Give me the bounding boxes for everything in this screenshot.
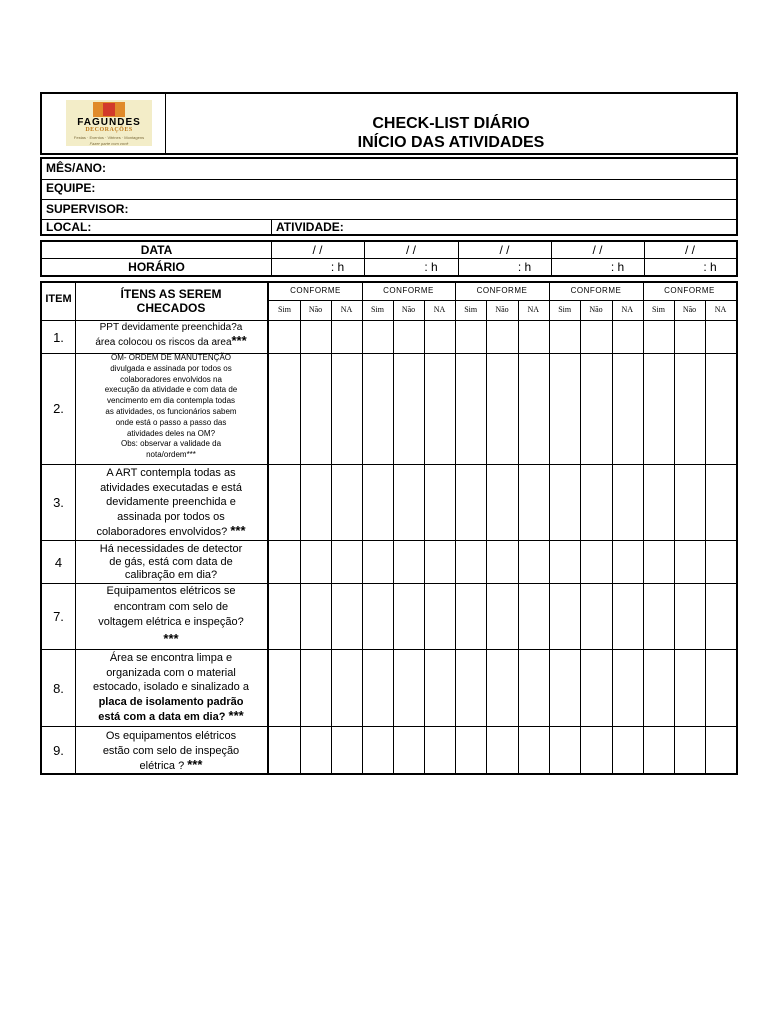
check-cell-item5-day2-na[interactable] — [425, 584, 454, 648]
check-cell-item4-day1-na[interactable] — [332, 541, 361, 582]
item-2-line9: Obs: observar a validade da — [120, 439, 222, 449]
na-header-4: NA — [621, 305, 634, 314]
item-text-5 — [75, 584, 267, 648]
check-cell-item7-day3-na[interactable] — [519, 727, 548, 772]
check-cell-item7-day4-nao[interactable] — [581, 727, 610, 772]
mes-ano-row[interactable] — [42, 159, 736, 180]
check-cell-item7-day5-nao[interactable] — [675, 727, 704, 772]
itens-header — [75, 287, 267, 315]
check-cell-item2-day1-sim[interactable] — [270, 354, 299, 463]
item-7-line3: elétrica ? — [139, 760, 185, 772]
item-6-line2: organizada com o material — [106, 666, 236, 679]
item-4-line2: de gás, está com data de — [109, 556, 233, 568]
atividade-label: ATIVIDADE: — [276, 220, 344, 234]
check-cell-item7-day2-nao[interactable] — [394, 727, 423, 772]
check-cell-item1-day4-sim[interactable] — [550, 321, 579, 352]
item-3-line5: colaboradores envolvidos? — [96, 526, 228, 538]
itens-header-line2: CHECADOS — [136, 301, 206, 315]
check-cell-item6-day1-nao[interactable] — [301, 650, 330, 725]
item-4-line1: Há necessidades de detector — [99, 543, 243, 555]
title-cell — [166, 94, 736, 153]
nao-header-2: Não — [401, 305, 416, 314]
itens-header-line1: ÍTENS AS SEREM — [120, 287, 222, 301]
item-7-line1: Os equipamentos elétricos — [105, 730, 237, 742]
item-number-3: 3. — [53, 495, 64, 510]
item-4-line3: calibração em dia? — [124, 569, 218, 581]
item-number-5: 7. — [53, 609, 64, 624]
check-cell-item2-day3-sim[interactable] — [456, 354, 485, 463]
item-number-2: 2. — [53, 401, 64, 416]
item-2-line2: divulgada e assinada por todos os — [110, 363, 232, 373]
nao-header-4: Não — [589, 305, 603, 314]
sim-header-5: Sim — [652, 305, 665, 314]
item-3-stars: *** — [230, 523, 246, 538]
check-cell-item2-day4-sim[interactable] — [550, 354, 579, 463]
item-number-6: 8. — [53, 681, 64, 696]
nao-header-3: Não — [495, 305, 509, 314]
conforme-header-1: CONFORME — [290, 286, 341, 295]
check-cell-item3-day3-sim[interactable] — [456, 465, 485, 539]
date-field-5[interactable]: / / — [684, 243, 695, 257]
time-field-2[interactable]: : h — [424, 260, 438, 274]
date-field-3[interactable]: / / — [499, 243, 510, 257]
check-cell-item7-day5-na[interactable] — [706, 727, 735, 772]
item-2-line10: nota/ordem*** — [146, 450, 196, 460]
check-cell-item4-day2-na[interactable] — [425, 541, 454, 582]
check-cell-item6-day2-sim[interactable] — [363, 650, 392, 725]
check-cell-item6-day5-na[interactable] — [706, 650, 735, 725]
check-cell-item6-day5-sim[interactable] — [644, 650, 673, 725]
check-cell-item5-day2-sim[interactable] — [363, 584, 392, 648]
check-cell-item2-day1-na[interactable] — [332, 354, 361, 463]
item-text-1 — [75, 321, 267, 349]
form-header — [40, 92, 738, 155]
check-cell-item3-day5-nao[interactable] — [675, 465, 704, 539]
time-field-1[interactable]: : h — [330, 260, 345, 274]
check-cell-item7-day1-na[interactable] — [332, 727, 361, 772]
check-cell-item2-day1-nao[interactable] — [301, 354, 330, 463]
company-logo — [66, 100, 152, 146]
item-5-stars: *** — [163, 630, 179, 646]
check-cell-item2-day3-na[interactable] — [519, 354, 548, 463]
check-cell-item4-day3-na[interactable] — [519, 541, 548, 582]
check-cell-item2-day5-sim[interactable] — [644, 354, 673, 463]
check-cell-item6-day3-nao[interactable] — [487, 650, 516, 725]
check-cell-item1-day3-na[interactable] — [519, 321, 548, 352]
check-cell-item7-day4-sim[interactable] — [550, 727, 579, 772]
item-3-line4: assinada por todos os — [117, 510, 225, 523]
item-2-line6: as atividades, os funcionários sabem — [105, 406, 237, 416]
check-cell-item3-day3-na[interactable] — [519, 465, 548, 539]
conforme-subline — [267, 300, 736, 301]
form-title: CHECK-LIST DIÁRIO — [372, 115, 530, 132]
item-text-4 — [75, 543, 267, 582]
check-cell-item7-day2-sim[interactable] — [363, 727, 392, 772]
check-cell-item2-day2-nao[interactable] — [394, 354, 423, 463]
equipe-label: EQUIPE: — [46, 181, 96, 195]
check-cell-item1-day5-na[interactable] — [706, 321, 735, 352]
check-cell-item2-day3-nao[interactable] — [487, 354, 516, 463]
item-text-6 — [75, 651, 267, 725]
logo-cell — [42, 94, 166, 153]
check-cell-item6-day4-sim[interactable] — [550, 650, 579, 725]
logo-tagline: Festas · Eventos · Vitrines · Montagens — [73, 135, 145, 140]
check-cell-item3-day2-nao[interactable] — [394, 465, 423, 539]
date-time-block — [40, 240, 738, 277]
conforme-header-3: CONFORME — [476, 286, 528, 295]
mes-ano-label: MÊS/ANO: — [46, 161, 106, 175]
item-6-line3: estocado, isolado e sinalizado a — [93, 681, 249, 693]
data-label: DATA — [140, 243, 173, 257]
check-cell-item2-day5-na[interactable] — [706, 354, 735, 463]
check-cell-item1-day4-na[interactable] — [613, 321, 642, 352]
checklist-table — [40, 281, 738, 775]
check-cell-item5-day2-nao[interactable] — [394, 584, 423, 648]
item-2-line3: colaboradores envolvidos na — [120, 374, 222, 384]
check-cell-item3-day4-na[interactable] — [613, 465, 642, 539]
date-field-2[interactable]: / / — [405, 243, 416, 257]
check-cell-item5-day1-na[interactable] — [332, 584, 361, 648]
check-cell-item4-day1-nao[interactable] — [301, 541, 330, 582]
check-cell-item2-day4-na[interactable] — [613, 354, 642, 463]
item-3-line2: atividades executadas e está — [100, 481, 242, 494]
supervisor-label: SUPERVISOR: — [46, 202, 129, 216]
check-cell-item1-day2-nao[interactable] — [394, 321, 423, 352]
nao-header-5: Não — [682, 305, 697, 314]
item-7-stars: *** — [187, 757, 203, 772]
check-cell-item7-day3-sim[interactable] — [456, 727, 485, 772]
time-field-4[interactable]: : h — [610, 260, 625, 274]
check-cell-item7-day1-nao[interactable] — [301, 727, 330, 772]
item-3-line3: devidamente preenchida e — [106, 496, 236, 508]
check-cell-item7-day1-sim[interactable] — [270, 727, 299, 772]
check-cell-item3-day4-nao[interactable] — [581, 465, 610, 539]
check-cell-item5-day1-sim[interactable] — [270, 584, 299, 648]
item-6-line5: está com a data em dia? — [98, 711, 226, 723]
sim-header-1: Sim — [278, 305, 291, 314]
item-2-line4: execução da atividade e com data de — [104, 385, 238, 395]
check-cell-item3-day1-sim[interactable] — [270, 465, 299, 539]
check-cell-item6-day2-nao[interactable] — [394, 650, 423, 725]
item-6-line1: Área se encontra limpa e — [109, 652, 233, 664]
item-5-line2: encontram com selo de — [113, 600, 229, 613]
check-cell-item5-day3-nao[interactable] — [487, 584, 516, 648]
item-2-line5: vencimento em dia contempla todas — [106, 396, 236, 406]
item-3-line1: A ART contempla todas as — [106, 467, 236, 479]
check-cell-item7-day5-sim[interactable] — [644, 727, 673, 772]
item-text-2 — [75, 353, 267, 461]
conforme-header-2: CONFORME — [383, 286, 434, 295]
item-6-stars: *** — [228, 708, 244, 723]
check-cell-item6-day1-sim[interactable] — [270, 650, 299, 725]
check-cell-item1-day2-sim[interactable] — [363, 321, 392, 352]
sim-header-4: Sim — [558, 305, 572, 314]
check-cell-item4-day1-sim[interactable] — [270, 541, 299, 582]
check-cell-item6-day2-na[interactable] — [425, 650, 454, 725]
check-cell-item7-day2-na[interactable] — [425, 727, 454, 772]
check-cell-item4-day5-nao[interactable] — [675, 541, 704, 582]
item-2-line1: OM- ORDEM DE MANUTENÇÃO — [111, 353, 231, 362]
check-cell-item1-day3-nao[interactable] — [487, 321, 516, 352]
na-header-1: NA — [340, 305, 353, 314]
check-cell-item4-day2-nao[interactable] — [394, 541, 423, 582]
item-1-line2: área colocou os riscos da area — [95, 337, 232, 348]
na-header-5: NA — [714, 305, 727, 314]
local-label: LOCAL: — [46, 220, 92, 234]
check-cell-item2-day2-sim[interactable] — [363, 354, 392, 463]
supervisor-row[interactable] — [42, 199, 736, 220]
check-cell-item6-day3-sim[interactable] — [456, 650, 485, 725]
check-cell-item4-day4-na[interactable] — [613, 541, 642, 582]
check-cell-item5-day5-na[interactable] — [706, 584, 735, 648]
item-header: ITEM — [45, 293, 72, 305]
check-cell-item6-day4-na[interactable] — [613, 650, 642, 725]
check-cell-item2-day4-nao[interactable] — [581, 354, 610, 463]
conforme-header-4: CONFORME — [570, 286, 622, 295]
nao-header-1: Não — [308, 305, 323, 314]
time-field-5[interactable]: : h — [703, 260, 717, 274]
check-cell-item5-day4-sim[interactable] — [550, 584, 579, 648]
check-cell-item3-day1-nao[interactable] — [301, 465, 330, 539]
info-block — [40, 157, 738, 236]
sim-header-3: Sim — [464, 305, 478, 314]
check-cell-item3-day5-sim[interactable] — [644, 465, 673, 539]
check-cell-item5-day3-sim[interactable] — [456, 584, 485, 648]
check-cell-item4-day3-nao[interactable] — [487, 541, 516, 582]
form-subtitle: INÍCIO DAS ATIVIDADES — [357, 134, 545, 151]
check-cell-item3-day3-nao[interactable] — [487, 465, 516, 539]
item-6-line4: placa de isolamento padrão — [98, 695, 244, 708]
check-cell-item5-day4-nao[interactable] — [581, 584, 610, 648]
date-field-4[interactable]: / / — [592, 243, 603, 257]
check-cell-item4-day4-nao[interactable] — [581, 541, 610, 582]
check-cell-item4-day5-sim[interactable] — [644, 541, 673, 582]
check-cell-item7-day4-na[interactable] — [613, 727, 642, 772]
check-cell-item6-day1-na[interactable] — [332, 650, 361, 725]
check-cell-item2-day2-na[interactable] — [425, 354, 454, 463]
check-cell-item1-day5-nao[interactable] — [675, 321, 704, 352]
check-cell-item3-day1-na[interactable] — [332, 465, 361, 539]
equipe-row[interactable] — [42, 179, 736, 200]
check-cell-item5-day5-nao[interactable] — [675, 584, 704, 648]
item-text-3 — [75, 466, 267, 540]
check-cell-item1-day3-sim[interactable] — [456, 321, 485, 352]
local-atividade-row[interactable] — [42, 219, 736, 234]
item-1-stars: *** — [231, 333, 247, 348]
check-cell-item1-day4-nao[interactable] — [581, 321, 610, 352]
horario-label: HORÁRIO — [128, 260, 185, 274]
check-cell-item4-day5-na[interactable] — [706, 541, 735, 582]
check-cell-item6-day3-na[interactable] — [519, 650, 548, 725]
check-cell-item5-day1-nao[interactable] — [301, 584, 330, 648]
item-2-line7: onde está o passo a passo das — [115, 417, 227, 427]
date-field-1[interactable]: / / — [312, 243, 323, 257]
check-cell-item3-day2-na[interactable] — [425, 465, 454, 539]
time-field-3[interactable]: : h — [517, 260, 532, 274]
item-number-4: 4 — [54, 555, 63, 570]
col-line-text — [267, 283, 269, 773]
item-number-1: 1. — [53, 330, 64, 345]
na-header-3: NA — [527, 305, 540, 314]
check-cell-item3-day2-sim[interactable] — [363, 465, 392, 539]
check-cell-item6-day5-nao[interactable] — [675, 650, 704, 725]
check-cell-item1-day5-sim[interactable] — [644, 321, 673, 352]
logo-name: FAGUNDES — [77, 117, 141, 128]
check-cell-item5-day4-na[interactable] — [613, 584, 642, 648]
check-cell-item4-day3-sim[interactable] — [456, 541, 485, 582]
check-cell-item2-day5-nao[interactable] — [675, 354, 704, 463]
check-cell-item5-day5-sim[interactable] — [644, 584, 673, 648]
item-2-line8: atividades deles na OM? — [126, 428, 216, 438]
check-cell-item3-day4-sim[interactable] — [550, 465, 579, 539]
check-cell-item1-day1-nao[interactable] — [301, 321, 330, 352]
item-number-7: 9. — [53, 743, 64, 758]
check-cell-item1-day1-na[interactable] — [332, 321, 361, 352]
check-cell-item1-day2-na[interactable] — [425, 321, 454, 352]
sim-header-2: Sim — [371, 305, 384, 314]
check-cell-item3-day5-na[interactable] — [706, 465, 735, 539]
item-5-line3: voltagem elétrica e inspeção? — [98, 616, 244, 628]
item-5-line1: Equipamentos elétricos se — [106, 585, 236, 597]
logo-mark-icon — [93, 102, 125, 117]
check-cell-item5-day3-na[interactable] — [519, 584, 548, 648]
check-cell-item4-day4-sim[interactable] — [550, 541, 579, 582]
logo-slogan: Fazer parte com você — [89, 141, 129, 146]
check-cell-item4-day2-sim[interactable] — [363, 541, 392, 582]
na-header-2: NA — [433, 305, 446, 314]
check-cell-item6-day4-nao[interactable] — [581, 650, 610, 725]
conforme-header-5: CONFORME — [664, 286, 715, 295]
item-text-7 — [75, 729, 267, 774]
check-cell-item7-day3-nao[interactable] — [487, 727, 516, 772]
check-cell-item1-day1-sim[interactable] — [270, 321, 299, 352]
item-1-line1: PPT devidamente preenchida?a — [99, 322, 243, 333]
item-7-line2: estão com selo de inspeção — [102, 744, 240, 757]
logo-subtitle: DECORAÇÕES — [85, 127, 133, 133]
